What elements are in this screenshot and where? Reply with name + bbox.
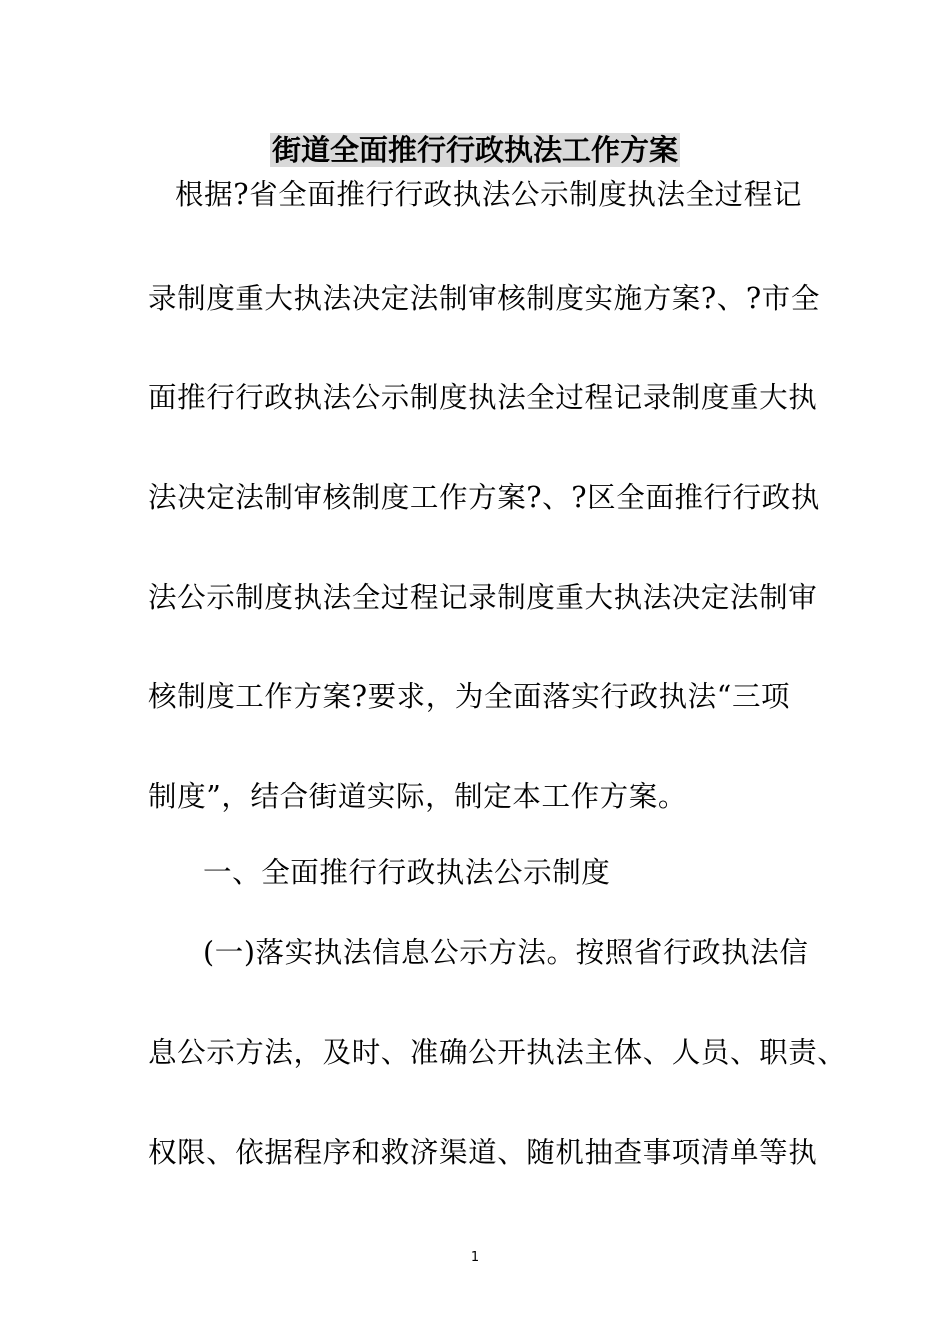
page-number: 1 — [470, 1250, 480, 1265]
subsection-line-3: 权限、依据程序和救济渠道、随机抽查事项清单等执 — [148, 1136, 818, 1169]
document-title: 街道全面推行行政执法工作方案 — [271, 133, 678, 167]
paragraph-line-7: 制度”，结合街道实际，制定本工作方案。 — [148, 780, 687, 813]
paragraph-line-3: 面推行行政执法公示制度执法全过程记录制度重大执 — [148, 381, 818, 414]
paragraph-line-6: 核制度工作方案?要求，为全面落实行政执法“三项 — [148, 680, 791, 713]
paragraph-line-2: 录制度重大执法决定法制审核制度实施方案?、?市全 — [148, 282, 820, 315]
subsection-line-2: 息公示方法，及时、准确公开执法主体、人员、职责、 — [148, 1036, 847, 1069]
section-heading-1: 一、全面推行行政执法公示制度 — [203, 856, 611, 889]
paragraph-line-5: 法公示制度执法全过程记录制度重大执法决定法制审 — [148, 581, 818, 614]
subsection-line-1: (一)落实执法信息公示方法。按照省行政执法信 — [203, 936, 809, 969]
paragraph-line-1: 根据?省全面推行行政执法公示制度执法全过程记 — [175, 178, 802, 211]
paragraph-line-4: 法决定法制审核制度工作方案?、?区全面推行行政执 — [148, 481, 820, 514]
